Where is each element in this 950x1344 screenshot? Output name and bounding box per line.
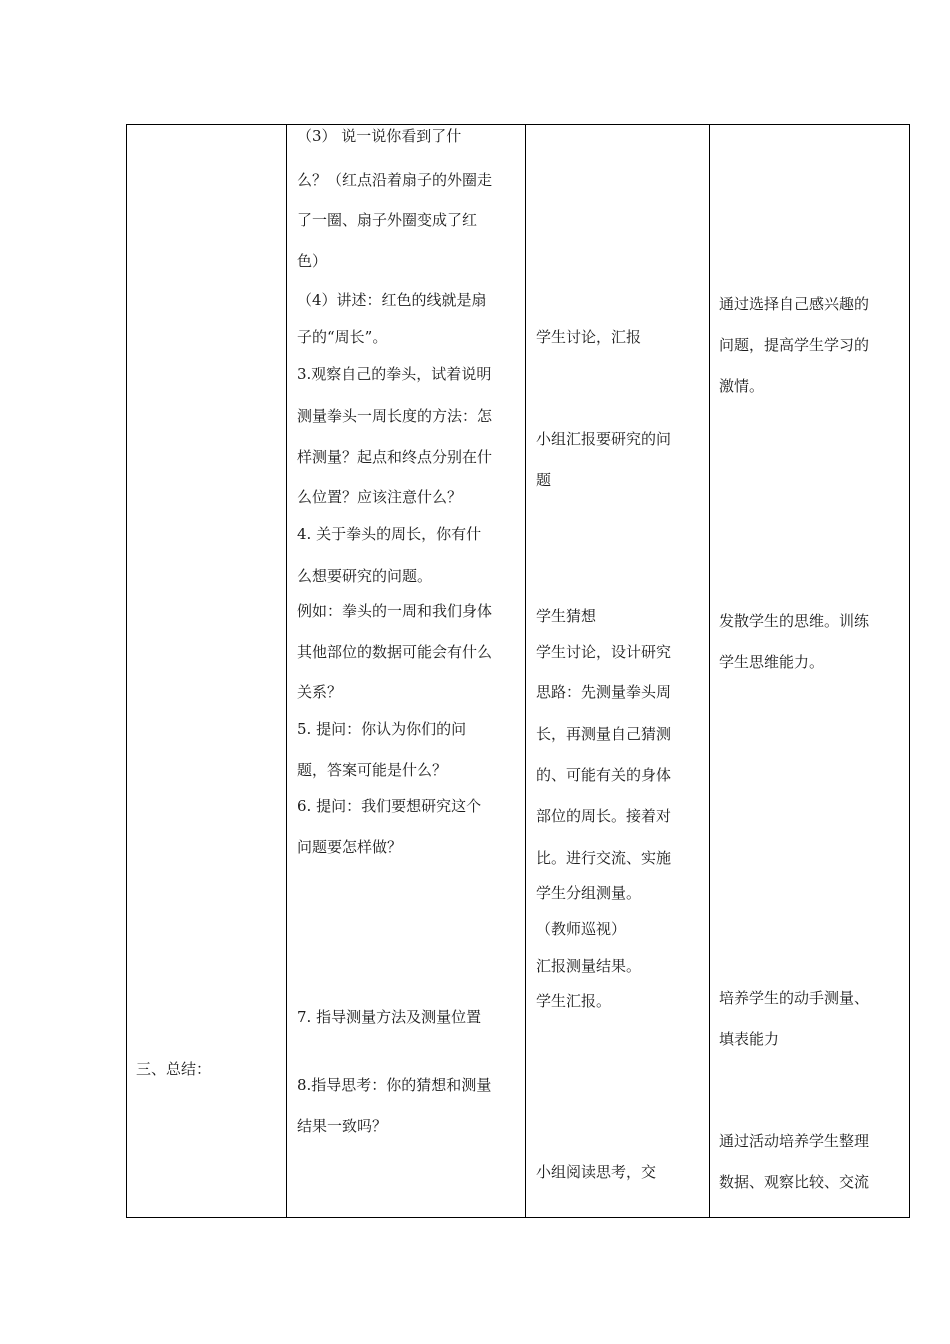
teacher-activity-line: 了一圈、扇子外圈变成了红 xyxy=(297,211,478,229)
column-divider-2 xyxy=(525,125,526,1217)
student-activity-line: 小组阅读思考，交 xyxy=(536,1163,657,1181)
teacher-activity-line: 6. 提问：我们要想研究这个 xyxy=(297,797,482,815)
teacher-activity-line: 3.观察自己的拳头，试着说明 xyxy=(297,365,492,383)
student-activity-line: 学生讨论，汇报 xyxy=(536,328,642,346)
teacher-activity-line: 题，答案可能是什么？ xyxy=(297,761,448,779)
teacher-activity-line: （3） 说一说你看到了什 xyxy=(297,127,462,145)
teacher-activity-line: 色） xyxy=(297,252,328,270)
teacher-activity-line: （4）讲述：红色的线就是扇 xyxy=(297,291,487,309)
student-activity-line: 长，再测量自己猜测 xyxy=(536,725,672,743)
teacher-activity-line: 结果一致吗？ xyxy=(297,1117,388,1135)
teacher-activity-line: 么位置？应该注意什么？ xyxy=(297,488,463,506)
teacher-activity-line: 子的“周长”。 xyxy=(297,328,388,346)
design-intent-line: 通过选择自己感兴趣的 xyxy=(719,295,870,313)
student-activity-line: 汇报测量结果。 xyxy=(536,957,642,975)
teacher-activity-line: 7. 指导测量方法及测量位置 xyxy=(297,1008,482,1026)
design-intent-line: 学生思维能力。 xyxy=(719,653,825,671)
section-label: 三、总结： xyxy=(136,1060,212,1078)
student-activity-line: （教师巡视） xyxy=(536,920,627,938)
student-activity-line: 部位的周长。接着对 xyxy=(536,807,672,825)
teacher-activity-line: 例如：拳头的一周和我们身体 xyxy=(297,602,493,620)
design-intent-line: 激情。 xyxy=(719,377,765,395)
teacher-activity-line: 么？（红点沿着扇子的外圈走 xyxy=(297,171,493,189)
student-activity-line: 题 xyxy=(536,471,552,489)
teacher-activity-line: 关系？ xyxy=(297,683,343,701)
teacher-activity-line: 5. 提问：你认为你们的问 xyxy=(297,720,467,738)
column-divider-1 xyxy=(286,125,287,1217)
design-intent-line: 发散学生的思维。训练 xyxy=(719,612,870,630)
design-intent-line: 培养学生的动手测量、 xyxy=(719,989,870,1007)
teacher-activity-line: 么想要研究的问题。 xyxy=(297,567,433,585)
student-activity-line: 思路：先测量拳头周 xyxy=(536,683,672,701)
student-activity-line: 学生分组测量。 xyxy=(536,884,642,902)
teacher-activity-line: 测量拳头一周长度的方法：怎 xyxy=(297,407,493,425)
student-activity-line: 比。进行交流、实施 xyxy=(536,849,672,867)
student-activity-line: 学生猜想 xyxy=(536,607,597,625)
teacher-activity-line: 样测量？起点和终点分别在什 xyxy=(297,448,493,466)
student-activity-line: 学生汇报。 xyxy=(536,992,612,1010)
column-divider-3 xyxy=(709,125,710,1217)
teacher-activity-line: 其他部位的数据可能会有什么 xyxy=(297,643,493,661)
student-activity-line: 学生讨论，设计研究 xyxy=(536,643,672,661)
teacher-activity-line: 问题要怎样做？ xyxy=(297,838,403,856)
design-intent-line: 填表能力 xyxy=(719,1030,780,1048)
design-intent-line: 通过活动培养学生整理 xyxy=(719,1132,870,1150)
student-activity-line: 的、可能有关的身体 xyxy=(536,766,672,784)
design-intent-line: 数据、观察比较、交流 xyxy=(719,1173,870,1191)
teacher-activity-line: 8.指导思考：你的猜想和测量 xyxy=(297,1076,492,1094)
design-intent-line: 问题，提高学生学习的 xyxy=(719,336,870,354)
teacher-activity-line: 4. 关于拳头的周长，你有什 xyxy=(297,525,482,543)
student-activity-line: 小组汇报要研究的问 xyxy=(536,430,672,448)
